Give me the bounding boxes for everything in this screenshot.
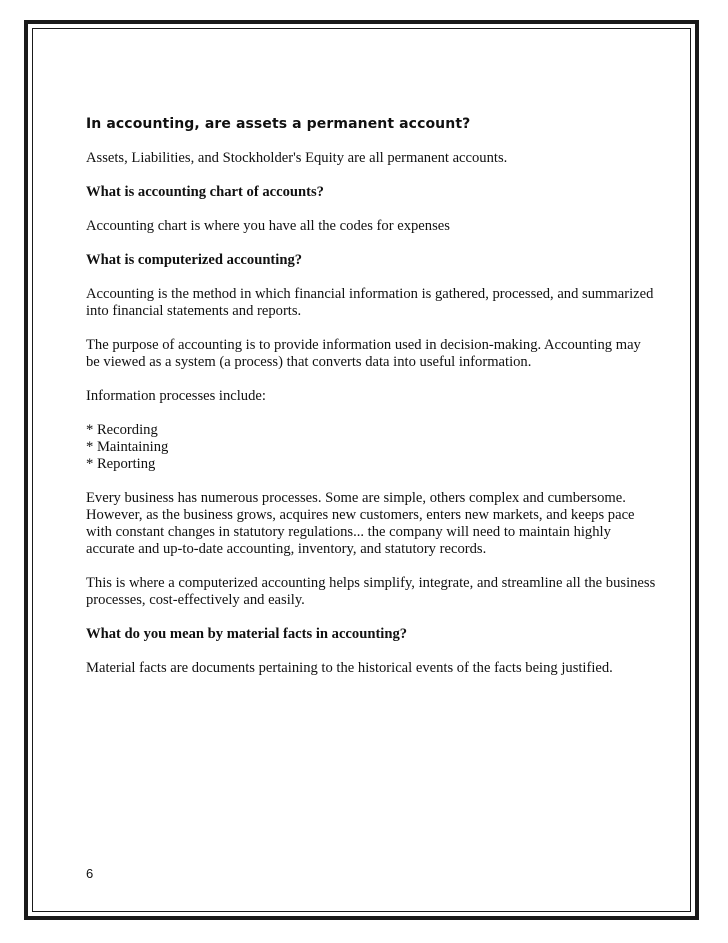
paragraph-chart-of-accounts: Accounting chart is where you have all the codes for expenses (86, 218, 450, 234)
page-number: 6 (86, 866, 94, 881)
paragraph-business-processes: Every business has numerous processes. Some are simple, others complex and cumbersome. However, as the business grows, acquires new customers, enters new markets, and keeps pace with constant changes in statutory regulations... the company will need to maintain highly accurate and up-to-date accounting, inventory, and statutory records. (86, 490, 635, 557)
heading-material-facts: What do you mean by material facts in accounting? (86, 626, 408, 642)
paragraph-streamline: This is where a computerized accounting helps simplify, integrate, and streamline all the business processes, cost-effectively and easily. (86, 575, 656, 608)
list-item: * Maintaining (86, 439, 169, 455)
list-item: * Reporting (86, 456, 156, 472)
document-title: In accounting, are assets a permanent account? (86, 116, 471, 132)
paragraph-material-facts: Material facts are documents pertaining to the historical events of the facts being justified. (86, 660, 613, 676)
process-list (86, 422, 656, 473)
paragraph-accounting-purpose: The purpose of accounting is to provide information used in decision-making. Accounting may be viewed as a system (a process) that converts data into useful information. (86, 337, 641, 370)
paragraph-processes-intro: Information processes include: (86, 388, 266, 404)
paragraph-accounting-method: Accounting is the method in which financial information is gathered, processed, and summarized into financial statements and reports. (86, 286, 654, 319)
list-item: * Recording (86, 422, 158, 438)
paragraph-assets: Assets, Liabilities, and Stockholder's Equity are all permanent accounts. (86, 150, 508, 166)
heading-computerized-accounting: What is computerized accounting? (86, 252, 303, 268)
heading-chart-of-accounts: What is accounting chart of accounts? (86, 184, 324, 200)
document-body (86, 116, 656, 694)
